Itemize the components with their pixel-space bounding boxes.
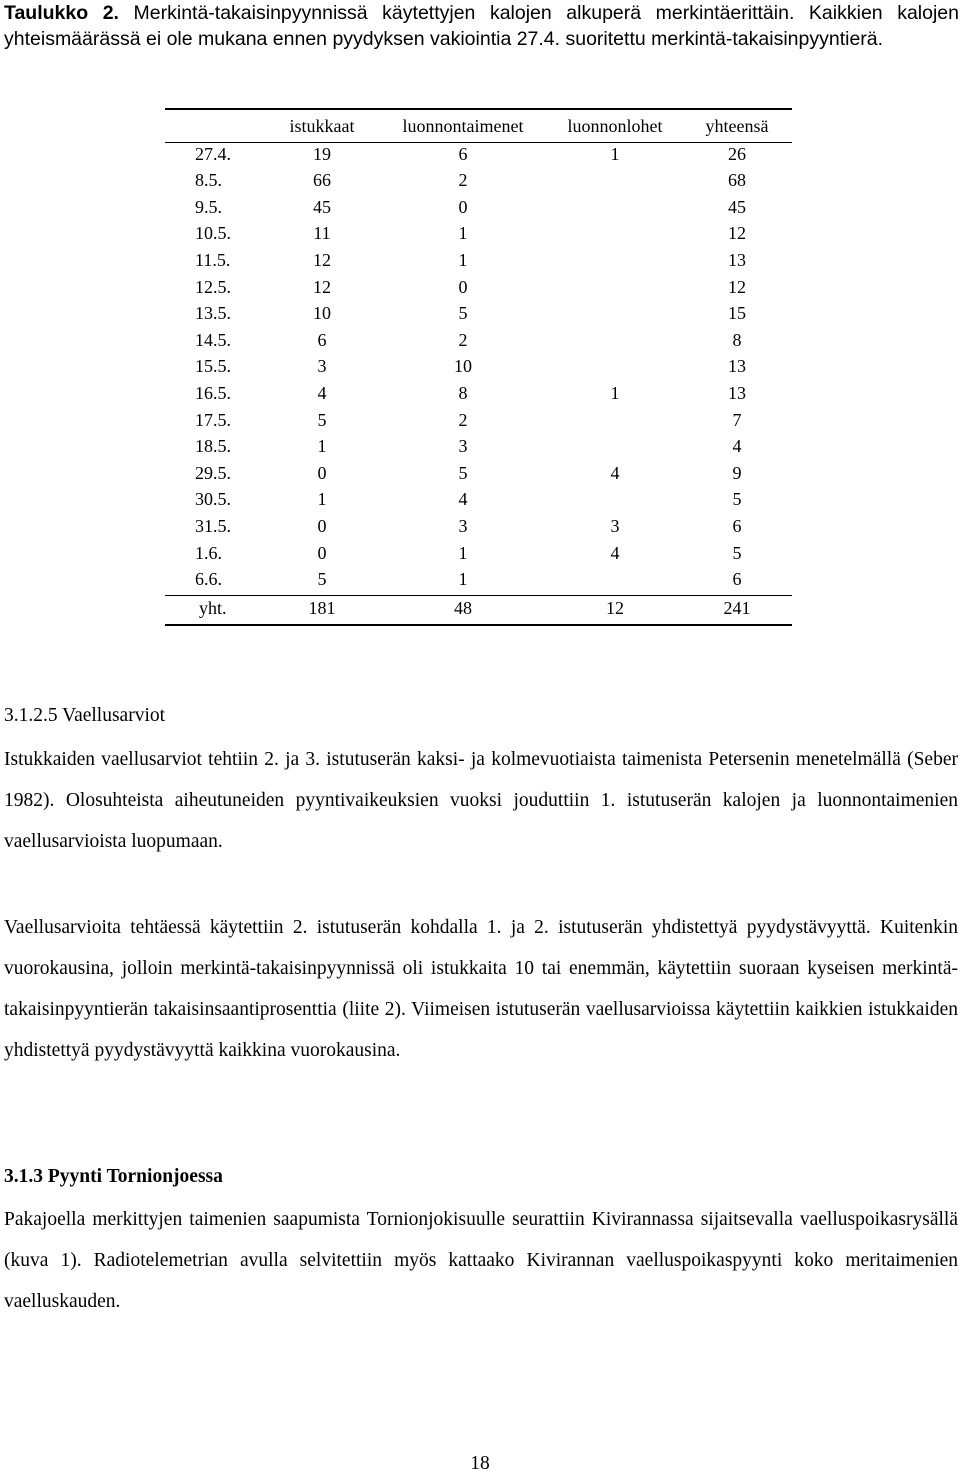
table-cell: 15 <box>728 303 746 324</box>
table-cell: 6 <box>458 143 468 164</box>
table-cell: 2 <box>458 329 468 350</box>
table-cell: 4 <box>458 489 468 510</box>
total-cell: 241 <box>723 598 751 619</box>
total-cell: yht. <box>199 598 227 619</box>
table-cell: 1 <box>317 436 327 457</box>
table-cell: 2 <box>458 409 468 430</box>
table-cell: 12 <box>728 223 746 244</box>
table-row <box>165 356 792 383</box>
table-cell: 15.5. <box>195 356 231 377</box>
table-cell: 1 <box>458 249 468 270</box>
page-number: 18 <box>470 1453 490 1474</box>
table-row <box>165 542 792 569</box>
table-cell: 1 <box>610 143 620 164</box>
table-cell: 13 <box>728 382 746 403</box>
table-row <box>165 170 792 197</box>
table-row <box>165 409 792 436</box>
table-cell: 6 <box>732 515 742 536</box>
table-cell: 6.6. <box>195 569 222 590</box>
table-cell: 31.5. <box>195 515 231 536</box>
table-cell: 14.5. <box>195 329 231 350</box>
table-cell: 12.5. <box>195 276 231 297</box>
table-total-row <box>165 595 792 624</box>
table-row <box>165 276 792 303</box>
header-cell: luonnonlohet <box>567 116 663 136</box>
caption-text: Merkintä-takaisinpyynnissä käytettyjen kalojen alkuperä merkintäerittäin. Kaikkien kalojen yhteismäärässä ei ole mukana ennen pyydyksen vakiointia 27.4. suoritettu merkintä-takaisinpyyntierä. <box>4 2 959 50</box>
table-cell: 12 <box>313 276 331 297</box>
table-cell: 3 <box>610 515 620 536</box>
table-cell: 9 <box>732 462 742 483</box>
table-cell: 3 <box>317 356 327 377</box>
table-cell: 3 <box>458 436 468 457</box>
table-cell: 0 <box>317 462 327 483</box>
table-cell: 8.5. <box>195 170 222 191</box>
table-cell: 12 <box>313 249 331 270</box>
header-cell: istukkaat <box>289 116 355 136</box>
section-heading-vaellusarviot: 3.1.2.5 Vaellusarviot <box>4 705 166 726</box>
table-header-row <box>165 110 792 143</box>
table-cell: 3 <box>458 515 468 536</box>
table-cell: 45 <box>728 196 746 217</box>
table-cell: 4 <box>610 542 620 563</box>
table-cell: 0 <box>317 542 327 563</box>
header-cell: yhteensä <box>705 116 769 136</box>
table-cell: 1 <box>458 223 468 244</box>
table-cell: 6 <box>317 329 327 350</box>
table-cell: 0 <box>458 196 468 217</box>
table-cell: 6 <box>732 569 742 590</box>
table-cell: 10 <box>313 303 331 324</box>
data-table <box>165 108 792 626</box>
table-cell: 5 <box>732 489 742 510</box>
table-cell: 9.5. <box>195 196 222 217</box>
table-cell: 27.4. <box>195 143 231 164</box>
table-cell: 1 <box>458 569 468 590</box>
table-cell: 4 <box>610 462 620 483</box>
table-row <box>165 196 792 223</box>
table-row <box>165 489 792 516</box>
table-cell: 5 <box>732 542 742 563</box>
table-cell: 68 <box>728 170 746 191</box>
table-cell: 5 <box>317 409 327 430</box>
total-cell: 12 <box>606 598 624 619</box>
table-row <box>165 303 792 330</box>
table-cell: 10.5. <box>195 223 231 244</box>
table-cell: 5 <box>458 462 468 483</box>
table-cell: 16.5. <box>195 382 231 403</box>
table-cell: 10 <box>454 356 472 377</box>
table-cell: 26 <box>728 143 746 164</box>
table-cell: 18.5. <box>195 436 231 457</box>
table-caption <box>4 0 959 52</box>
table-cell: 19 <box>313 143 331 164</box>
table-cell: 8 <box>458 382 468 403</box>
paragraph-vaellusarviot-1: Istukkaiden vaellusarviot tehtiin 2. ja 3. istutuserän kaksi- ja kolmevuotiaista taimenista Petersenin menetelmällä (Seber 1982). Olosuhteista aiheutuneiden pyyntivaikeuksien vuoksi jouduttiin 1. istutuserän kalojen ja luonnontaimenien vaellusarvioista luopumaan. <box>4 749 958 852</box>
table-row <box>165 462 792 489</box>
table-cell: 8 <box>732 329 742 350</box>
table-cell: 11.5. <box>195 249 231 270</box>
table-cell: 0 <box>458 276 468 297</box>
table-row <box>165 436 792 463</box>
table-cell: 11 <box>313 223 331 244</box>
table-cell: 7 <box>732 409 742 430</box>
table-cell: 2 <box>458 170 468 191</box>
table-cell: 29.5. <box>195 462 231 483</box>
table-cell: 1.6. <box>195 542 222 563</box>
table-row <box>165 382 792 409</box>
table-cell: 30.5. <box>195 489 231 510</box>
table-row <box>165 249 792 276</box>
table-cell: 1 <box>610 382 620 403</box>
table-cell: 13 <box>728 356 746 377</box>
paragraph-pyynti: Pakajoella merkittyjen taimenien saapumista Tornionjokisuulle seurattiin Kivirannassa sijaitsevalla vaelluspoikasrysällä (kuva 1). Radiotelemetrian avulla selvitettiin myös kattaako Kivirannan vaelluspoikaspyynti koko meritaimenien vaelluskauden. <box>4 1209 958 1312</box>
table-cell: 12 <box>728 276 746 297</box>
table-cell: 5 <box>458 303 468 324</box>
table-row <box>165 143 792 170</box>
table-cell: 0 <box>317 515 327 536</box>
table-cell: 13 <box>728 249 746 270</box>
section-heading-pyynti: 3.1.3 Pyynti Tornionjoessa <box>4 1166 223 1187</box>
table-cell: 1 <box>317 489 327 510</box>
table-row <box>165 569 792 596</box>
table-row <box>165 223 792 250</box>
table-cell: 1 <box>458 542 468 563</box>
table-cell: 4 <box>317 382 327 403</box>
table-cell: 17.5. <box>195 409 231 430</box>
total-cell: 48 <box>454 598 472 619</box>
table-body <box>165 143 792 595</box>
table-cell: 5 <box>317 569 327 590</box>
paragraph-vaellusarviot-2: Vaellusarvioita tehtäessä käytettiin 2. istutuserän kohdalla 1. ja 2. istutuserän yhdistettyä pyydystävyyttä. Kuitenkin vuorokausina, jolloin merkintä-takaisinpyynnissä oli istukkaita 10 tai enemmän, käytettiin suoraan kyseisen merkintä-takaisinpyyntierän takaisinsaantiprosenttia (liite 2). Viimeisen istutuserän vaellusarvioissa käytettiin kaikkien istukkaiden yhdistettyä pyydystävyyttä kaikkina vuorokausina. <box>4 917 958 1061</box>
header-cell: luonnontaimenet <box>402 116 524 136</box>
table-cell: 66 <box>313 170 331 191</box>
table-row <box>165 329 792 356</box>
total-cell: 181 <box>308 598 336 619</box>
table-cell: 13.5. <box>195 303 231 324</box>
caption-label: Taulukko 2. <box>4 2 119 24</box>
table-cell: 4 <box>732 436 742 457</box>
table-cell: 45 <box>313 196 331 217</box>
table-row <box>165 515 792 542</box>
